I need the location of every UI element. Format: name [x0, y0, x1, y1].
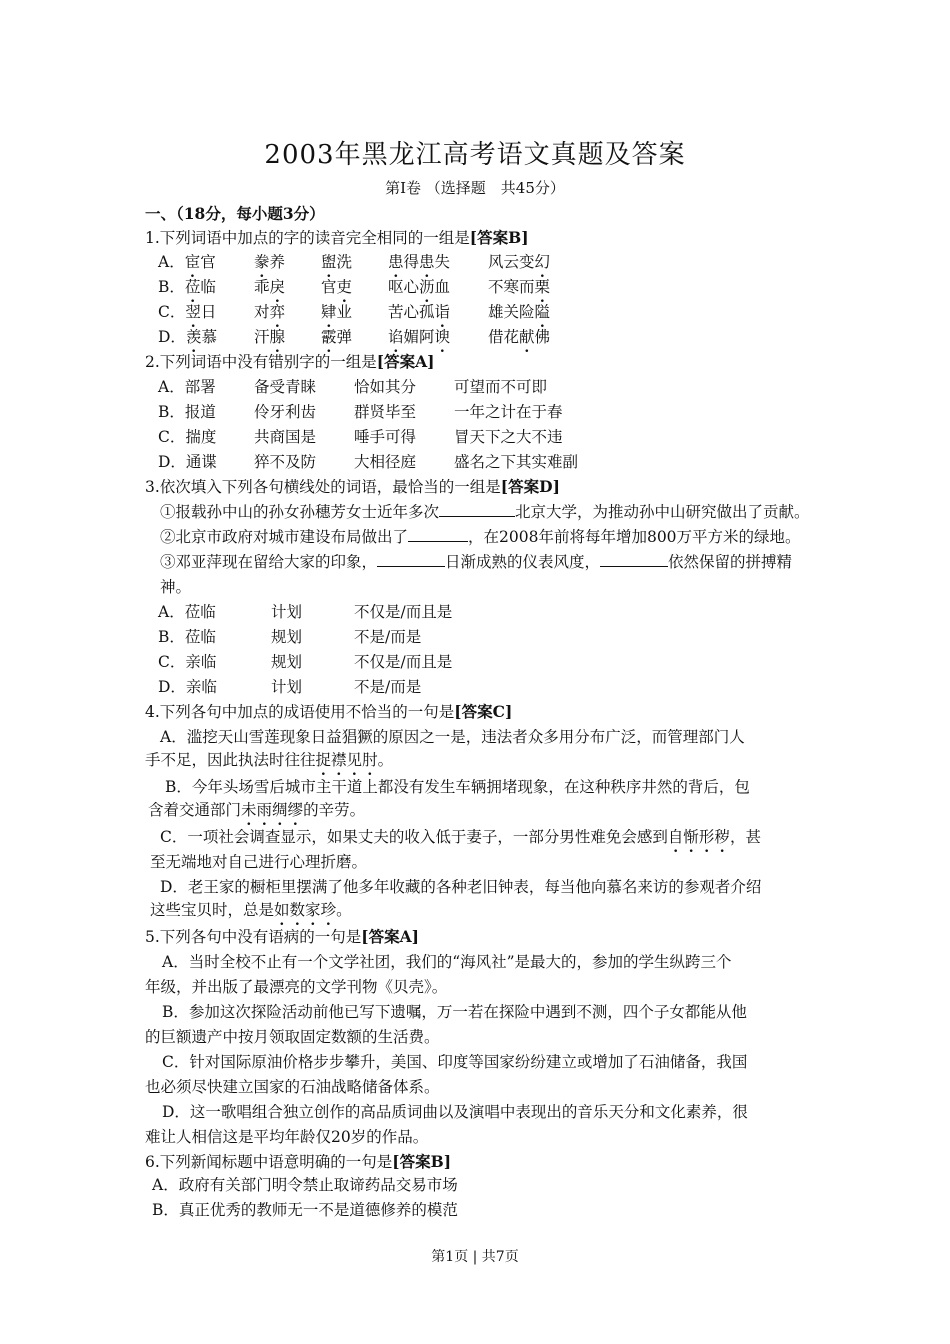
question-4-option-c-cont: 至无端地对自己进行心理折磨。 — [150, 853, 368, 871]
answer-label: [答案A] — [376, 352, 435, 371]
question-5-option-a: A．当时全校不止有一个文学社团，我们的“海风社”是最大的，参加的学生纵跨三个 — [162, 953, 732, 971]
question-3-sentence-1: ①报载孙中山的孙女孙穗芳女士近年多次 北京大学，为推动孙中山研究做出了贡献。 — [160, 503, 810, 521]
fill-blank — [600, 552, 668, 567]
question-5-option-d: D．这一歌唱组合独立创作的高品质词曲以及演唱中表现出的音乐天分和文化素养，很 — [162, 1103, 748, 1121]
question-3-sentence-2: ②北京市政府对城市建设布局做出了 ，在2008年前将每年增加800万平方米的绿地。 — [160, 528, 801, 546]
answer-label: [答案D] — [500, 477, 560, 496]
dotted-idiom: 未雨绸缪 — [241, 801, 304, 819]
question-6-option-b: B．真正优秀的教师无一不是道德修养的模范 — [152, 1201, 458, 1219]
answer-label: [答案A] — [361, 927, 419, 946]
question-4-stem — [145, 702, 512, 722]
question-text: 3.依次填入下列各句横线处的词语，最恰当的一组是 — [145, 478, 501, 496]
dotted-idiom: 如数家珍 — [274, 901, 337, 919]
page-title: 2003年黑龙江高考语文真题及答案 — [264, 140, 686, 170]
question-5-option-b-cont: 的巨额遗产中按月领取固定数额的生活费。 — [145, 1028, 440, 1046]
question-4-option-c: C．一项社会调查显示，如果丈夫的收入低于妻子，一部分男性难免会感到自惭形秽，甚 — [160, 828, 761, 846]
answer-label: [答案B] — [469, 228, 529, 247]
fill-blank — [408, 527, 468, 542]
question-3-sentence-3-cont: 神。 — [160, 578, 192, 596]
question-4-option-d-cont: 这些宝贝时，总是如数家珍。 — [150, 901, 352, 919]
fill-blank — [439, 502, 515, 517]
dotted-idiom: 自惭形秽 — [667, 828, 730, 846]
question-4-option-b: B．今年头场雪后城市主干道上都没有发生车辆拥堵现象，在这种秩序井然的背后，包 — [165, 778, 750, 796]
question-3-stem — [145, 477, 560, 497]
document-page: 2003年黑龙江高考语文真题及答案 第Ⅰ卷 （选择题 共45分） 一、（18分，每小题3分） 1.下列词语中加点的字的读音完全相同的一组是[答案B] A．宦官 豢养 盥洗 患得患失 风云变幻 B．莅临 乖戾 官吏 呕心沥血 不寒而栗 C．翌日 对弈 肄业 苦心孤诣 雄关险隘 D．羡慕 汗腺 霰弹 谄媚阿谀 借花献佛 2.下列词语中没有错别字的一组是[答案A] A．部署 备受青睐 恰如其分 可望而不可即 B．报道 伶牙利齿 群贤毕至 一年之计在于春 C．揣度 共商国是 唾手可得 冒天下之大不违 D．通谍 猝不及防 大相径庭 盛名之下其实难副 3.依次填入下列各句横线处的词语，最恰当的一组是[答案D] ①报载孙中山的孙女孙穗芳女士近年多次 北京大学，为推动孙中山研究做出了贡献。 ②北京市政府对城市建设布局做出了 ，在2008年前将每年增加800万平方米的绿地。 ③邓亚萍现在留给大家的印象， 日渐成熟的仪表风度， 依然保留的拼搏精 神。 A．莅临 计划 不仅是/而且是 B．莅临 规划 不是/而是 C．亲临 规划 不仅是/而且是 D．亲临 计划 不是/而是 4.下列各句中加点的成语使用不恰当的一句是[答案C] A．滥挖天山雪莲现象日益猖獗的原因之一是，违法者众多用分布广泛，而管理部门人 手不足，因此执法时往往捉襟见肘。 B．今年头场雪后城市主干道上都没有发生车辆拥堵现象，在这种秩序井然的背后，包 含着交通部门未雨绸缪的辛劳。 C．一项社会调查显示，如果丈夫的收入低于妻子，一部分男性难免会感到自惭形秽，甚 至无端地对自己进行心理折磨。 D．老王家的橱柜里摆满了他多年收藏的各种老旧钟表，每当他向慕名来访的参观者介绍 这些宝贝时，总是如数家珍。 5.下列各句中没有语病的一句是[答案A] A．当时全校不止有一个文学社团，我们的“海风社”是最大的，参加的学生纵跨三个 年级，并出版了最漂亮的文学刊物《贝壳》。 B．参加这次探险活动前他已写下遗嘱，万一若在探险中遇到不测，四个子女都能从他 的巨额遗产中按月领取固定数额的生活费。 C．针对国际原油价格步步攀升，美国、印度等国家纷纷建立或增加了石油储备，我国 也必须尽快建立国家的石油战略储备体系。 D．这一歌唱组合独立创作的高品质词曲以及演唱中表现出的音乐天分和文化素养，很 难让人相信这是平均年龄仅20岁的作品。 6.下列新闻标题中语意明确的一句是[答案B] A．政府有关部门明令禁止取谛药品交易市场 B．真正优秀的教师无一不是道德修养的模范 第1页 | 共7页 — [0, 0, 950, 1344]
question-4-option-d: D．老王家的橱柜里摆满了他多年收藏的各种老旧钟表，每当他向慕名来访的参观者介绍 — [160, 878, 762, 896]
question-5-option-d-cont: 难让人相信这是平均年龄仅20岁的作品。 — [145, 1128, 429, 1146]
question-text: 2.下列词语中没有错别字的一组是 — [145, 353, 377, 371]
question-3-sentence-3: ③邓亚萍现在留给大家的印象， 日渐成熟的仪表风度， 依然保留的拼搏精 — [160, 553, 793, 571]
question-6-option-a: A．政府有关部门明令禁止取谛药品交易市场 — [152, 1176, 458, 1194]
answer-label: [答案C] — [454, 702, 513, 721]
question-text: 1.下列词语中加点的字的读音完全相同的一组是 — [145, 229, 470, 247]
question-6-stem — [145, 1152, 451, 1172]
question-text: 4.下列各句中加点的成语使用不恰当的一句是 — [145, 703, 455, 721]
question-5-option-a-cont: 年级，并出版了最漂亮的文学刊物《贝壳》。 — [145, 978, 448, 996]
fill-blank — [377, 552, 445, 567]
question-5-option-c: C．针对国际原油价格步步攀升，美国、印度等国家纷纷建立或增加了石油储备，我国 — [162, 1053, 748, 1071]
question-1-stem — [145, 228, 529, 248]
question-4-option-a-cont: 手不足，因此执法时往往捉襟见肘。 — [145, 751, 394, 769]
question-5-option-c-cont: 也必须尽快建立国家的石油战略储备体系。 — [145, 1078, 440, 1096]
question-text: 5.下列各句中没有语病的一句是 — [145, 928, 362, 946]
question-5-stem — [145, 927, 419, 947]
dotted-idiom: 捉襟见肘 — [315, 751, 378, 769]
question-text: 6.下列新闻标题中语意明确的一句是 — [145, 1153, 393, 1171]
section-heading: 一、（18分，每小题3分） — [145, 204, 325, 223]
question-4-option-b-cont: 含着交通部门未雨绸缪的辛劳。 — [148, 801, 366, 819]
answer-label: [答案B] — [392, 1152, 452, 1171]
page-footer: 第1页 | 共7页 — [431, 1249, 519, 1265]
question-5-option-b: B．参加这次探险活动前他已写下遗嘱，万一若在探险中遇到不测，四个子女都能从他 — [162, 1003, 747, 1021]
page-subtitle: 第Ⅰ卷 （选择题 共45分） — [385, 179, 565, 197]
question-2-stem — [145, 352, 435, 372]
question-4-option-a: A．滥挖天山雪莲现象日益猖獗的原因之一是，违法者众多用分布广泛，而管理部门人 — [160, 728, 745, 746]
